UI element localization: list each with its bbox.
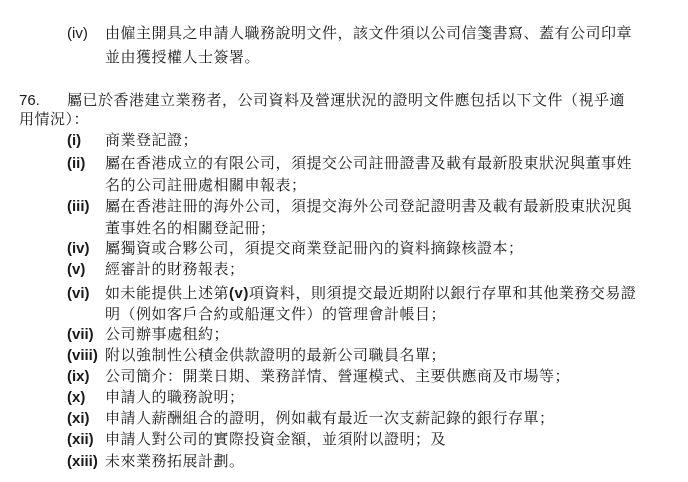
item-text-line: 屬在香港註冊的海外公司，須提交海外公司登記證明書及載有最新股東狀況與: [105, 197, 633, 215]
section-number: 76.: [19, 92, 40, 109]
item-text-line: 未來業務拓展計劃。: [105, 452, 245, 470]
item-text-line: 公司辦事處租約；: [105, 325, 230, 343]
list-item-i: [67, 129, 198, 152]
item-text-line: 申請人對公司的實際投資金額，並須附以證明；及: [105, 430, 447, 448]
list-item-xiii: [67, 450, 245, 473]
list-item-x: [67, 386, 245, 409]
item-number: (iv): [67, 25, 88, 42]
item-text-line: 公司簡介：開業日期、業務詳情、營運模式、主要供應商及市場等；: [105, 367, 571, 385]
list-item-iv: [67, 237, 524, 260]
item-text-line: 商業登記證；: [105, 131, 199, 149]
item-number: (x): [67, 389, 86, 406]
item-number: (vii): [67, 326, 94, 343]
list-item-ix: [67, 365, 570, 388]
section-text-line: 用情況）：: [19, 110, 90, 128]
item-text-line: 並由獲授權人士簽署。: [105, 48, 261, 66]
item-text-line: 屬獨資或合夥公司，須提交商業登記冊內的資料摘錄核證本；: [105, 239, 524, 257]
item-number: (xi): [67, 410, 90, 427]
intro-item-iv-cont: [105, 46, 260, 69]
section-76-cont: [19, 108, 89, 131]
item-number: (vi): [67, 285, 90, 302]
item-text-line: 明（例如客戶合約或船運文件）的管理會計帳目；: [105, 305, 447, 323]
item-text-line: 申請人的職務說明；: [105, 388, 245, 406]
item-text-line: 經審計的財務報表；: [105, 260, 245, 278]
list-item-iii: [67, 195, 632, 218]
list-item-viii: [67, 344, 446, 367]
item-text-line: [105, 282, 636, 305]
item-number: (xii): [67, 431, 94, 448]
list-item-xii: [67, 428, 446, 451]
intro-item-iv: [67, 22, 632, 45]
list-item-vi: [67, 282, 636, 305]
item-text-line: 由僱主開具之申請人職務說明文件，該文件須以公司信箋書寫、蓋有公司印章: [105, 24, 633, 42]
item-reference: (v): [229, 285, 249, 302]
item-number: (v): [67, 261, 86, 278]
item-number: (viii): [67, 347, 98, 364]
item-text-line: 名的公司註冊處相關申報表；: [105, 176, 307, 194]
item-text-line: 董事姓名的相關登記冊；: [105, 219, 276, 237]
item-text-post: 項資料，則須提交最近期附以銀行存單和其他業務交易證: [248, 284, 637, 302]
item-number: (ix): [67, 368, 90, 385]
section-text-line: 屬已於香港建立業務者，公司資料及營運狀況的證明文件應包括以下文件（視乎適: [67, 91, 626, 109]
item-text-line: 申請人薪酬組合的證明，例如載有最近一次支薪記錄的銀行存單；: [105, 409, 555, 427]
item-number: (iii): [67, 198, 90, 215]
list-item-ii: [67, 152, 632, 175]
list-item-v: [67, 258, 245, 281]
item-number: (i): [67, 132, 82, 149]
item-number: (iv): [67, 240, 90, 257]
item-text-line: 附以強制性公積金供款證明的最新公司職員名單；: [105, 346, 447, 364]
list-item-xi: [67, 407, 555, 430]
list-item-vii: [67, 323, 229, 346]
item-number: (ii): [67, 155, 86, 172]
section-76: [19, 89, 625, 112]
item-text-pre: 如未能提供上述第: [105, 284, 230, 302]
item-text-line: 屬在香港成立的有限公司，須提交公司註冊證書及載有最新股東狀況與董事姓: [105, 154, 633, 172]
item-number: (xiii): [67, 453, 98, 470]
list-item-ii-cont: [105, 174, 307, 197]
